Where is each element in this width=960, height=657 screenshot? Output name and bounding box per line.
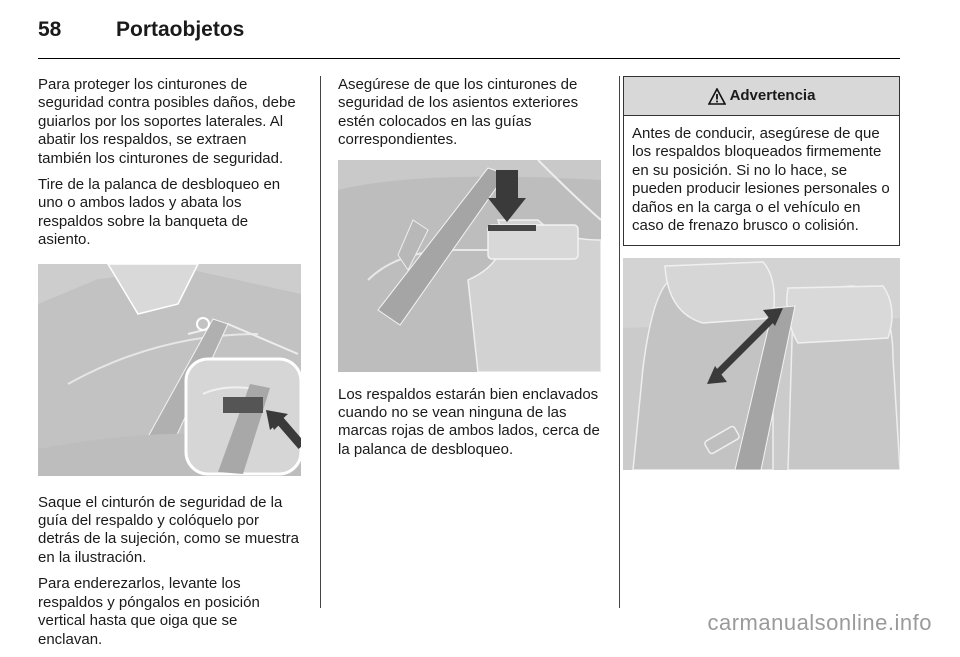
header-rule [38,58,900,59]
warning-header [624,77,899,116]
column-divider-2 [619,76,620,608]
paragraph: Tire de la palanca de desbloqueo en uno o ambos lados y abata los respaldos sobre la banqueta de asiento. [38,176,281,249]
page-title: Portaobjetos [116,18,245,41]
paragraph: Asegúrese de que los cinturones de seguridad de los asientos exteriores estén colocados en las guías correspondientes. [338,76,579,149]
warning-title: Advertencia [729,86,816,104]
paragraph: Los respaldos estarán bien enclavados cuando no se vean ninguna de las marcas rojas de ambos lados, cerca de la palanca de desbloqueo. [338,385,600,458]
column-2 [338,76,601,467]
watermark: carmanualsonline.info [707,610,932,635]
page-number: 58 [38,18,62,41]
column-divider-1 [320,76,321,608]
warning-box [623,76,900,246]
warning-triangle-icon [708,88,726,105]
paragraph: Saque el cinturón de seguridad de la guía del respaldo y colóquelo por detrás de la sujeción, como se muestra en la ilustración. [38,493,299,566]
illustration-belt-guide-arrow [338,160,601,372]
warning-text: Antes de conducir, asegúrese de que los respaldos bloqueados firmemente en su posición. Si no lo hace, se pueden producir lesiones personales o daños en la carga o el vehículo en caso de frenazo brusco o colisión. [632,125,890,235]
page-header [38,18,244,48]
illustration-seatback-adjust [623,258,900,470]
paragraph: Para enderezarlos, levante los respaldos y póngalos en posición vertical hasta que oiga que se enclavan. [38,575,260,648]
column-3 [623,76,900,470]
column-1 [38,76,301,657]
paragraph: Para proteger los cinturones de seguridad contra posibles daños, debe guiarlos por los soportes laterales. Al abatir los respaldos, se extraen también los cinturones de seguridad. [38,76,296,167]
illustration-seatbelt-guide [38,264,301,476]
